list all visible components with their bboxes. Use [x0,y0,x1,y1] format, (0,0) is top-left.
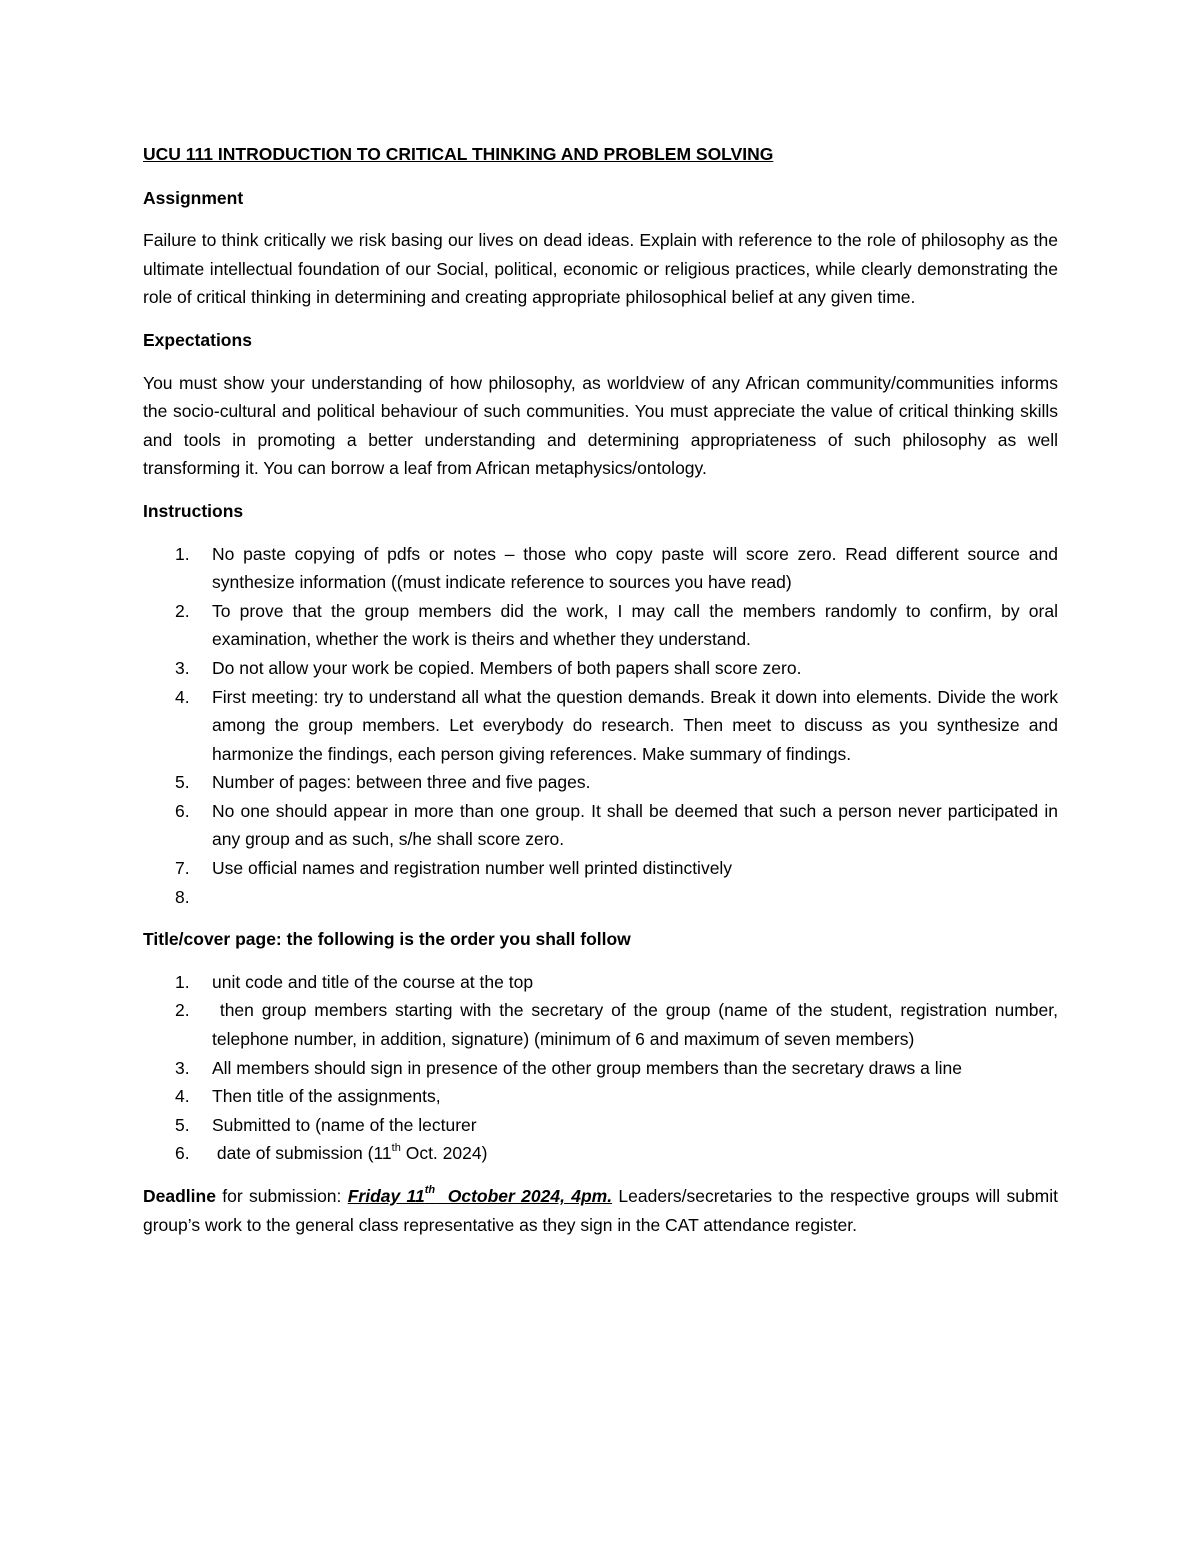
list-item-text: Submitted to (name of the lecturer [212,1114,477,1135]
instructions-list [143,540,1058,912]
ordinal-suffix: th [424,1184,436,1197]
list-number: 3. [175,657,190,678]
list-item [143,1054,1058,1083]
cover-page-list [143,968,1063,1168]
list-item-text: Use official names and registration number well printed distinctively [212,858,733,879]
list-item-text: No paste copying of pdfs or notes – those who copy paste will score zero. Read different source and synthesize information ((must indicate reference to sources you have read) [212,543,1058,593]
list-item [143,968,1058,997]
deadline-paragraph [143,1182,1063,1239]
assignment-text: Failure to think critically we risk basing our lives on dead ideas. Explain with reference to the role of philosophy as the ultimate intellectual foundation of our Social, political, economic or religious practices, while clearly demonstrating the role of critical thinking in determining and creating appropriate philosophical belief at any given time. [143,230,1058,308]
deadline-label: Deadline [143,1186,216,1206]
list-item-text: No one should appear in more than one group. It shall be deemed that such a person never participated in any group and as such, s/he shall score zero. [212,800,1058,850]
deadline-date-prefix: Friday 11 [347,1186,425,1206]
list-number: 3. [175,1057,190,1078]
document-title: UCU 111 INTRODUCTION TO CRITICAL THINKING AND PROBLEM SOLVING [143,144,774,164]
list-number: 1. [175,543,190,564]
list-number: 6. [175,800,190,821]
list-number: 5. [175,772,190,793]
list-item-text: First meeting: try to understand all what the question demands. Break it down into elements. Divide the work among the group members. Let everybody do research. Then meet to discuss as you synthesize and harmonize the findings, each person giving references. Make summary of findings. [212,686,1058,764]
list-item-text: Then title of the assignments, [212,1086,441,1107]
list-item [143,883,1058,912]
list-item-text [212,887,217,907]
list-item-text: To prove that the group members did the work, I may call the members randomly to confirm, by oral examination, whether the work is theirs and whether they understand. [212,600,1058,650]
list-number: 7. [175,858,190,879]
list-item-text: then group members starting with the secretary of the group (name of the student, registration number, telephone number, in addition, signature) (minimum of 6 and maximum of seven members) [212,1000,1063,1050]
list-item-text [212,1143,487,1163]
list-item-text: unit code and title of the course at the top [212,971,534,992]
list-number: 2. [175,1000,190,1021]
list-item [143,1111,1058,1140]
list-item [143,683,1058,769]
list-item [143,1139,1058,1168]
list-number: 6. [175,1143,190,1164]
ordinal-suffix: th [391,1141,401,1154]
deadline-date [348,1186,612,1206]
deadline-details: Leaders/secretaries to the respective groups will submit group’s work to the general class representative as they sign in the CAT attendance register. [143,1186,1063,1235]
list-item [143,768,1058,797]
submission-date-prefix: date of submission (11 [212,1143,392,1164]
deadline-date-suffix: October 2024, 4pm. [435,1186,613,1206]
list-item [143,597,1058,654]
list-number: 8. [175,886,190,907]
list-number: 1. [175,971,190,992]
expectations-text: You must show your understanding of how philosophy, as worldview of any African community/communities informs the socio-cultural and political behaviour of such communities. You must appreciate the value of critical thinking skills and tools in promoting a better understanding and determining appropriateness of such philosophy as well transforming it. You can borrow a leaf from African metaphysics/ontology. [143,372,1058,479]
cover-page-heading: Title/cover page: the following is the order you shall follow [143,929,631,950]
instructions-heading: Instructions [143,500,244,521]
list-item [143,996,1063,1053]
list-item-text: Do not allow your work be copied. Members of both papers shall score zero. [212,657,802,678]
list-item [143,1082,1058,1111]
deadline-intro: for submission: [215,1186,348,1206]
list-number: 2. [175,600,190,621]
expectations-heading: Expectations [143,329,252,350]
list-number: 4. [175,1086,190,1107]
list-number: 5. [175,1114,190,1135]
list-item [143,854,1058,883]
assignment-heading: Assignment [143,187,244,208]
list-item-text: Number of pages: between three and five pages. [212,772,591,793]
list-number: 4. [175,686,190,707]
list-item [143,797,1058,854]
list-item-text: All members should sign in presence of the other group members than the secretary draws a line [212,1057,962,1078]
list-item [143,654,1058,683]
submission-date-suffix: Oct. 2024) [400,1143,488,1164]
document-page [143,140,1063,1253]
list-item [143,540,1058,597]
